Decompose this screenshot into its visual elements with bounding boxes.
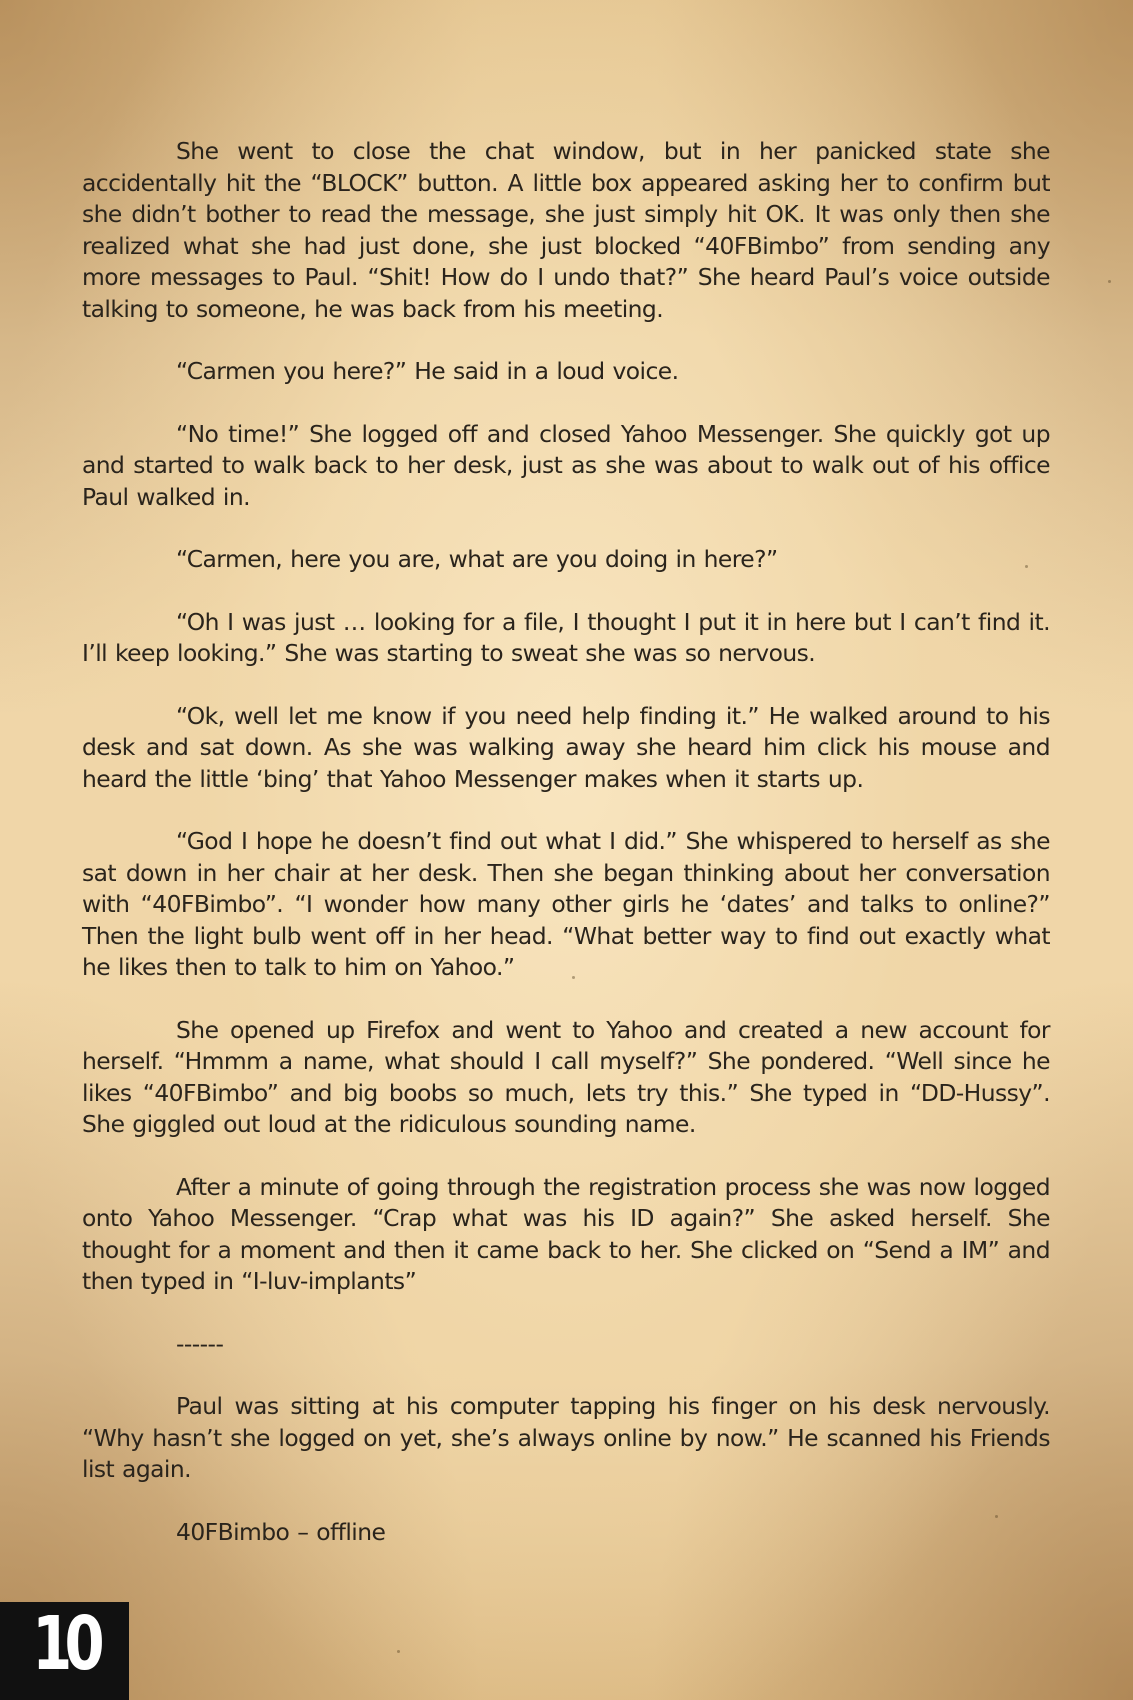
paragraph: “Oh I was just … looking for a file, I thought I put it in here but I can’t find it. I’ll keep looking.” She was starting to sweat she was so nervous. — [82, 607, 1050, 667]
paragraph: “God I hope he doesn’t find out what I did.” She whispered to herself as she sat down in her chair at her desk. Then she began thinking about her conversation with “40FBimbo”. “I wonder how many other girls he ‘dates’ and talks to online?” Then the light bulb went off in her head. “What better way to find out exactly what he likes then to talk to him on Yahoo.” — [82, 827, 1050, 981]
paragraph: “Carmen you here?” He said in a loud voice. — [176, 357, 679, 385]
page-number: 10 — [32, 1601, 97, 1687]
paragraph: After a minute of going through the registration process she was now logged onto Yahoo Messenger. “Crap what was his ID again?” She asked herself. She thought for a moment and then it came back to her. She clicked on “Send a IM” and then typed in “I-luv-implants” — [82, 1172, 1050, 1295]
story-text — [82, 136, 1050, 1579]
paragraph: 40FBimbo – offline — [176, 1517, 386, 1546]
scene-break: ------ — [176, 1329, 224, 1358]
paper-speck — [1108, 280, 1111, 283]
paper-speck — [995, 1515, 998, 1518]
paragraph: She opened up Firefox and went to Yahoo and created a new account for herself. “Hmmm a name, what should I call myself?” She pondered. “Well since he likes “40FBimbo” and big boobs so much, lets try this.” She typed in “DD-Hussy”. She giggled out loud at the ridiculous sounding name. — [82, 1015, 1050, 1138]
paragraph: Paul was sitting at his computer tapping his finger on his desk nervously. “Why hasn’t she logged on yet, she’s always online by now.” He scanned his Friends list again. — [82, 1392, 1050, 1483]
paragraph: “Carmen, here you are, what are you doing in here?” — [176, 545, 778, 573]
paper-speck — [397, 1650, 400, 1653]
paragraph: “No time!” She logged off and closed Yahoo Messenger. She quickly got up and started to walk back to her desk, just as she was about to walk out of his office Paul walked in. — [82, 419, 1050, 511]
paper-speck — [1025, 565, 1028, 568]
paper-speck — [572, 976, 575, 979]
paragraph: She went to close the chat window, but in her panicked state she accidentally hit the “BLOCK” button. A little box appeared asking her to confirm but she didn’t bother to read the message, she just simply hit OK. It was only then she realized what she had just done, she just blocked “40FBimbo” from sending any more messages to Paul. “Shit! How do I undo that?” She heard Paul’s voice outside talking to someone, he was back from his meeting. — [82, 137, 1050, 323]
paragraph: “Ok, well let me know if you need help finding it.” He walked around to his desk and sat down. As she was walking away she heard him click his mouse and heard the little ‘bing’ that Yahoo Messenger makes when it starts up. — [82, 701, 1050, 793]
page-number-box — [0, 1602, 129, 1700]
